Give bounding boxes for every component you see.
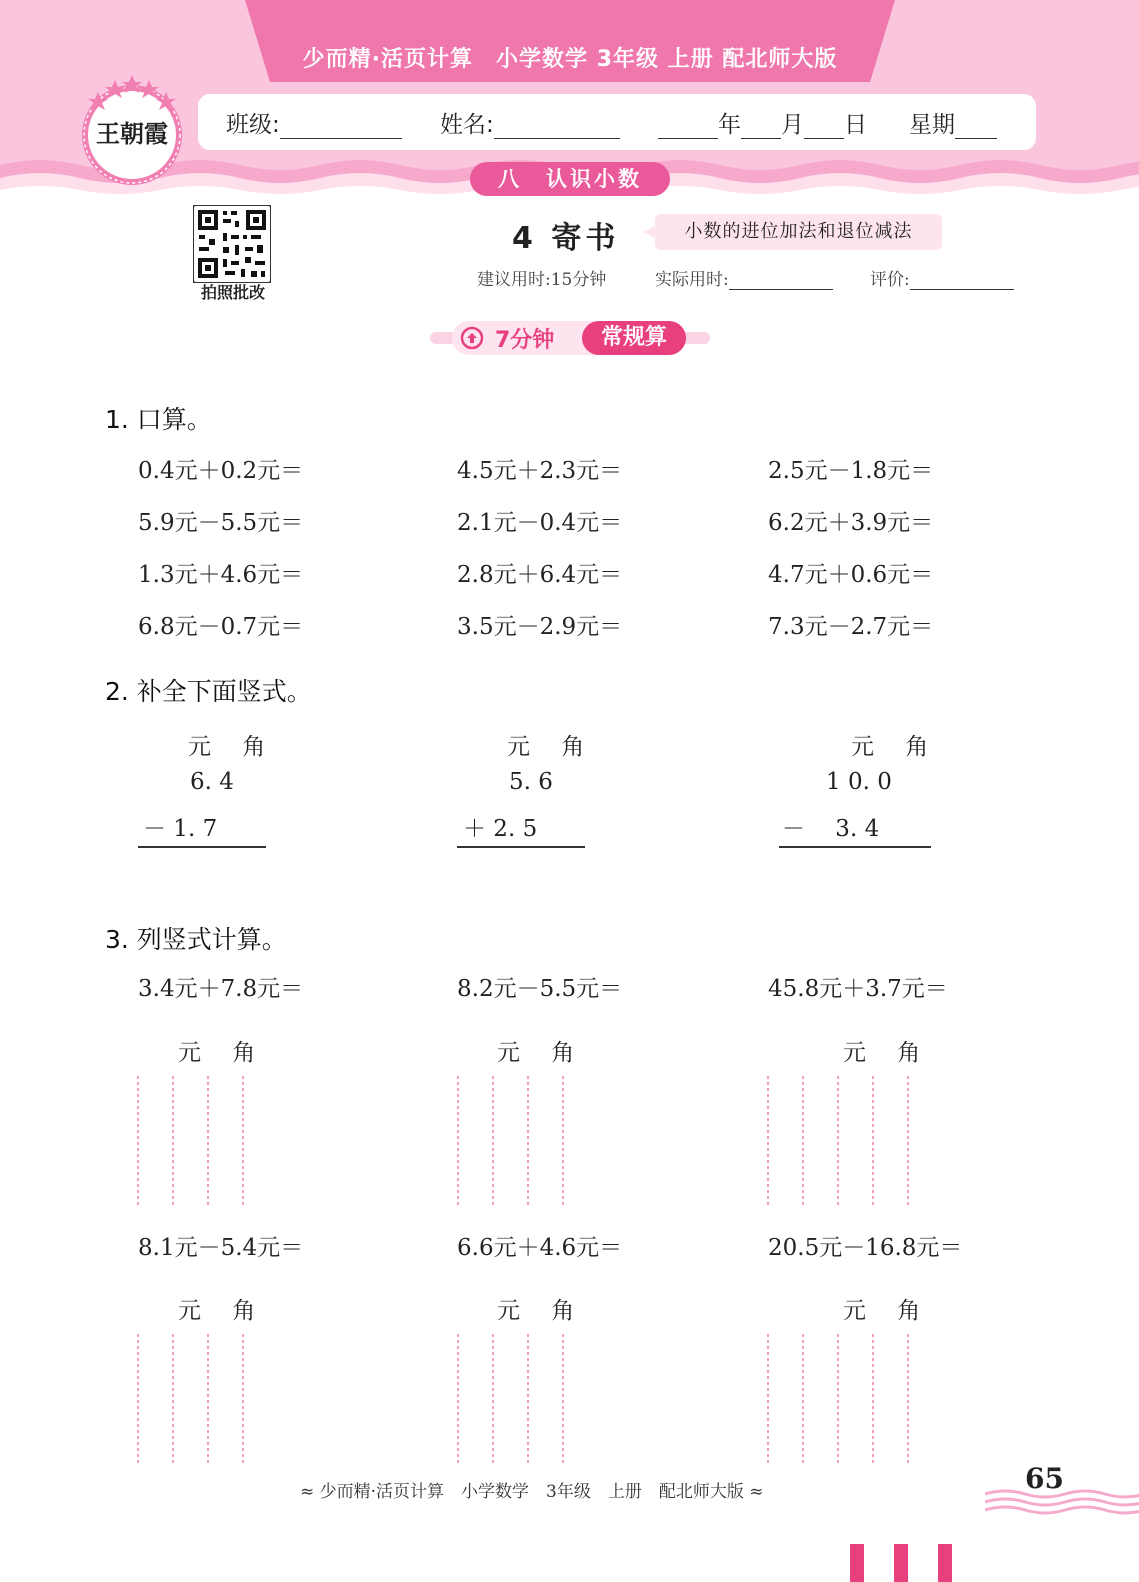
q2-title: 2. 补全下面竖式。 bbox=[105, 677, 312, 706]
q1-title: 1. 口算。 bbox=[105, 405, 212, 434]
vertical-bottom-number: － 1. 7 bbox=[143, 816, 218, 842]
answer-grid[interactable] bbox=[765, 1334, 915, 1464]
q3-expr: 8.2元－5.5元＝ bbox=[457, 976, 623, 1002]
q3-expr: 45.8元＋3.7元＝ bbox=[768, 976, 948, 1002]
class-label: 班级: bbox=[226, 112, 280, 138]
evaluation-blank[interactable] bbox=[910, 270, 1014, 290]
answer-grid[interactable] bbox=[455, 1334, 565, 1464]
qr-label: 拍照批改 bbox=[200, 283, 265, 302]
qr-code-icon[interactable] bbox=[193, 205, 271, 283]
q3-expr: 20.5元－16.8元＝ bbox=[768, 1235, 963, 1261]
q1-expr: 4.5元＋2.3元＝ bbox=[457, 458, 623, 484]
vertical-bottom-number: ＋ 2. 5 bbox=[463, 816, 538, 842]
vertical-bottom-number: － 3. 4 bbox=[782, 816, 880, 842]
section-tag: 常规算 bbox=[582, 321, 686, 355]
week-field[interactable] bbox=[909, 106, 997, 139]
week-label: 星期 bbox=[909, 112, 955, 138]
vertical-top-number: 6. 4 bbox=[190, 769, 234, 795]
q1-expr: 2.5元－1.8元＝ bbox=[768, 458, 934, 484]
page-edge-tabs bbox=[850, 1544, 960, 1582]
answer-grid[interactable] bbox=[455, 1076, 565, 1206]
q1-expr: 6.8元－0.7元＝ bbox=[138, 614, 304, 640]
actual-time-field[interactable] bbox=[655, 265, 833, 290]
lesson-title: 4 寄书 bbox=[512, 221, 620, 256]
q1-expr: 0.4元＋0.2元＝ bbox=[138, 458, 304, 484]
name-blank[interactable] bbox=[494, 113, 620, 139]
year-label: 年 bbox=[718, 112, 741, 138]
yuan-jiao-header: 元 角 bbox=[497, 1298, 587, 1324]
vertical-top-number: 1 0. 0 bbox=[826, 769, 892, 795]
suggested-time: 建议用时:15分钟 bbox=[477, 270, 607, 290]
brand-logo bbox=[78, 70, 186, 190]
day-blank[interactable] bbox=[804, 113, 844, 139]
yuan-jiao-header: 元 角 bbox=[851, 734, 941, 760]
answer-grid[interactable] bbox=[765, 1076, 915, 1206]
week-blank[interactable] bbox=[955, 113, 997, 139]
yuan-jiao-header: 元 角 bbox=[507, 734, 597, 760]
name-label: 姓名: bbox=[440, 112, 494, 138]
q1-expr: 7.3元－2.7元＝ bbox=[768, 614, 934, 640]
month-blank[interactable] bbox=[741, 113, 781, 139]
yuan-jiao-header: 元 角 bbox=[843, 1298, 933, 1324]
day-label: 日 bbox=[844, 112, 867, 138]
class-blank[interactable] bbox=[280, 113, 402, 139]
page-number: 65 bbox=[1025, 1462, 1064, 1495]
actual-time-blank[interactable] bbox=[729, 270, 833, 290]
q1-expr: 1.3元＋4.6元＝ bbox=[138, 562, 304, 588]
q3-expr: 6.6元＋4.6元＝ bbox=[457, 1235, 623, 1261]
topic-tag: 小数的进位加法和退位减法 bbox=[655, 214, 942, 250]
yuan-jiao-header: 元 角 bbox=[178, 1298, 268, 1324]
answer-grid[interactable] bbox=[135, 1076, 245, 1206]
vertical-rule bbox=[138, 846, 266, 848]
vertical-rule bbox=[457, 846, 585, 848]
q3-expr: 3.4元＋7.8元＝ bbox=[138, 976, 304, 1002]
q3-title: 3. 列竖式计算。 bbox=[105, 925, 287, 954]
svg-text:王朝霞: 王朝霞 bbox=[96, 119, 168, 148]
evaluation-field[interactable] bbox=[870, 265, 1014, 290]
q1-expr: 6.2元＋3.9元＝ bbox=[768, 510, 934, 536]
yuan-jiao-header: 元 角 bbox=[497, 1040, 587, 1066]
footer-series-text: ≈ 少而精·活页计算 小学数学 3年级 上册 配北师大版 ≈ bbox=[300, 1482, 764, 1502]
q1-expr: 3.5元－2.9元＝ bbox=[457, 614, 623, 640]
answer-grid[interactable] bbox=[135, 1334, 245, 1464]
timer-icon bbox=[462, 326, 484, 350]
year-blank[interactable] bbox=[658, 113, 718, 139]
unit-title: 八 认识小数 bbox=[470, 162, 670, 196]
month-label: 月 bbox=[781, 112, 804, 138]
series-title: 少而精·活页计算 小学数学 3年级 上册 配北师大版 bbox=[302, 47, 838, 72]
vertical-top-number: 5. 6 bbox=[509, 769, 553, 795]
name-field[interactable] bbox=[440, 106, 620, 139]
actual-time-label: 实际用时: bbox=[655, 270, 729, 290]
section-time: 7分钟 bbox=[495, 328, 555, 353]
yuan-jiao-header: 元 角 bbox=[178, 1040, 268, 1066]
q1-expr: 5.9元－5.5元＝ bbox=[138, 510, 304, 536]
vertical-rule bbox=[779, 846, 931, 848]
q1-expr: 2.1元－0.4元＝ bbox=[457, 510, 623, 536]
q3-expr: 8.1元－5.4元＝ bbox=[138, 1235, 304, 1261]
student-info-box bbox=[198, 94, 1036, 150]
q1-expr: 4.7元＋0.6元＝ bbox=[768, 562, 934, 588]
date-field[interactable] bbox=[658, 106, 867, 139]
q1-expr: 2.8元＋6.4元＝ bbox=[457, 562, 623, 588]
evaluation-label: 评价: bbox=[870, 270, 910, 290]
yuan-jiao-header: 元 角 bbox=[188, 734, 278, 760]
class-field[interactable] bbox=[226, 106, 402, 139]
yuan-jiao-header: 元 角 bbox=[843, 1040, 933, 1066]
